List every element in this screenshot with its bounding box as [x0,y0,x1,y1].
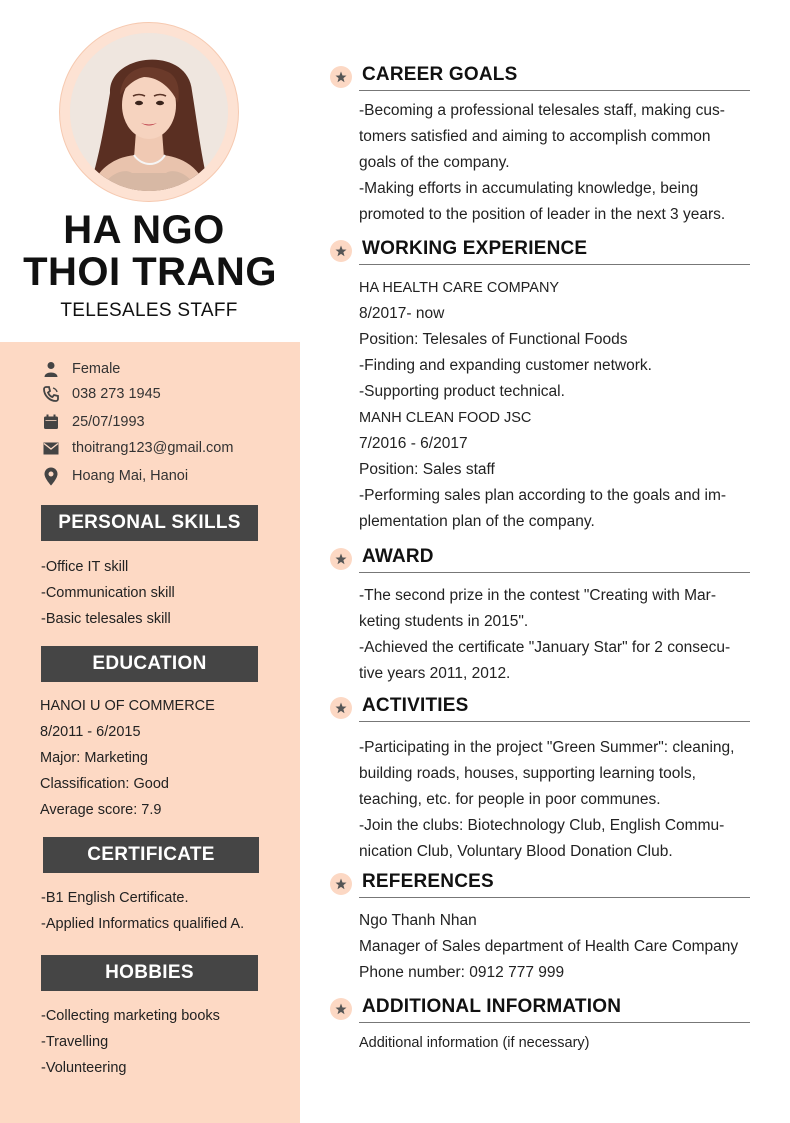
name-line-1: HA NGO [63,208,225,252]
contact-gender [40,358,120,380]
references-heading [330,871,750,899]
section-divider [359,897,750,898]
contact-email [40,437,233,459]
list-item: -Collecting marketing books [41,1008,220,1024]
company-name: MANH CLEAN FOOD JSC [359,410,532,426]
list-item: Average score: 7.9 [40,802,162,818]
contact-text: Hoang Mai, Hanoi [72,468,189,484]
list-item: -Communication skill [41,585,175,601]
text-line: goals of the company. [359,154,510,171]
calendar-icon [40,411,62,433]
text-line: -Performing sales plan according to the goals and im- [359,487,727,504]
award-body [359,583,749,687]
text-line: nication Club, Voluntary Blood Donation Club. [359,843,673,860]
text-line: Position: Telesales of Functional Foods [359,331,628,348]
text-line: Position: Sales staff [359,461,495,478]
text-line: -The second prize in the contest "Creating with Mar- [359,587,716,604]
list-item: -B1 English Certificate. [41,890,189,906]
list-item: Major: Marketing [40,750,148,766]
contact-phone [40,383,161,405]
text-line: -Becoming a professional telesales staff, making cus- [359,102,725,119]
additional-information-body [359,1030,749,1056]
activities-heading [330,695,750,723]
references-body [359,908,749,986]
career-goals-body [359,98,749,228]
text-line: Phone number: 0912 777 999 [359,964,565,981]
text-line: tomers satisfied and aiming to accomplish common [359,128,711,145]
text-line: 7/2016 - 6/2017 [359,435,468,452]
star-icon [330,697,352,719]
list-item: -Office IT skill [41,559,129,575]
text-line: Additional information (if necessary) [359,1035,590,1051]
text-line: -Join the clubs: Biotechnology Club, English Commu- [359,817,725,834]
working-experience-body [359,275,749,535]
career-goals-heading [330,64,750,92]
list-item: -Basic telesales skill [41,611,171,627]
award-heading [330,546,750,574]
personal-skills-header: PERSONAL SKILLS [41,505,258,541]
list-item: -Travelling [41,1034,109,1050]
text-line: plementation plan of the company. [359,513,595,530]
certificate-list [41,885,281,937]
contact-birthday [40,411,145,433]
text-line: building roads, houses, supporting learning tools, [359,765,696,782]
star-icon [330,548,352,570]
list-item: HANOI U OF COMMERCE [40,698,215,714]
section-divider [359,572,750,573]
profile-photo [70,33,228,191]
job-title: TELESALES STAFF [60,300,238,321]
section-title: REFERENCES [362,871,494,892]
list-item: -Applied Informatics qualified A. [41,916,245,932]
hobbies-header: HOBBIES [41,955,258,991]
company-name: HA HEALTH CARE COMPANY [359,280,560,296]
name-line-2: THOI TRANG [23,250,277,294]
section-divider [359,90,750,91]
list-item: Classification: Good [40,776,169,792]
location-pin-icon [40,465,62,487]
contact-text: 038 273 1945 [72,386,161,402]
text-line: -Achieved the certificate "January Star" for 2 consecu- [359,639,731,656]
section-title: CAREER GOALS [362,64,518,85]
star-icon [330,873,352,895]
text-line: Manager of Sales department of Health Care Company [359,938,739,955]
phone-icon [40,383,62,405]
mail-icon [40,437,62,459]
contact-address [40,465,188,487]
additional-information-heading [330,996,750,1024]
education-header: EDUCATION [41,646,258,682]
text-line: -Making efforts in accumulating knowledge, being [359,180,699,197]
text-line: keting students in 2015". [359,613,529,630]
text-line: 8/2017- now [359,305,445,322]
personal-skills-list [41,554,281,632]
text-line: Ngo Thanh Nhan [359,912,477,929]
section-title: ADDITIONAL INFORMATION [362,996,622,1017]
list-item: -Volunteering [41,1060,127,1076]
education-list [40,693,280,823]
section-divider [359,721,750,722]
star-icon [330,998,352,1020]
section-divider [359,1022,750,1023]
working-experience-heading [330,238,750,266]
section-title: ACTIVITIES [362,695,469,716]
profile-photo-frame [59,22,239,202]
person-icon [40,358,62,380]
contact-text: Female [72,361,121,377]
section-divider [359,264,750,265]
text-line: -Participating in the project "Green Summer": cleaning, [359,739,735,756]
activities-body [359,735,749,865]
text-line: teaching, etc. for people in poor communes. [359,791,661,808]
list-item: 8/2011 - 6/2015 [40,724,141,740]
section-title: WORKING EXPERIENCE [362,238,588,259]
section-title: AWARD [362,546,434,567]
text-line: -Finding and expanding customer network. [359,357,652,374]
contact-text: thoitrang123@gmail.com [72,440,234,456]
text-line: promoted to the position of leader in the next 3 years. [359,206,726,223]
certificate-header: CERTIFICATE [43,837,259,873]
text-line: -Supporting product technical. [359,383,565,400]
contact-text: 25/07/1993 [72,414,145,430]
text-line: tive years 2011, 2012. [359,665,511,682]
star-icon [330,240,352,262]
star-icon [330,66,352,88]
hobbies-list [41,1003,281,1081]
